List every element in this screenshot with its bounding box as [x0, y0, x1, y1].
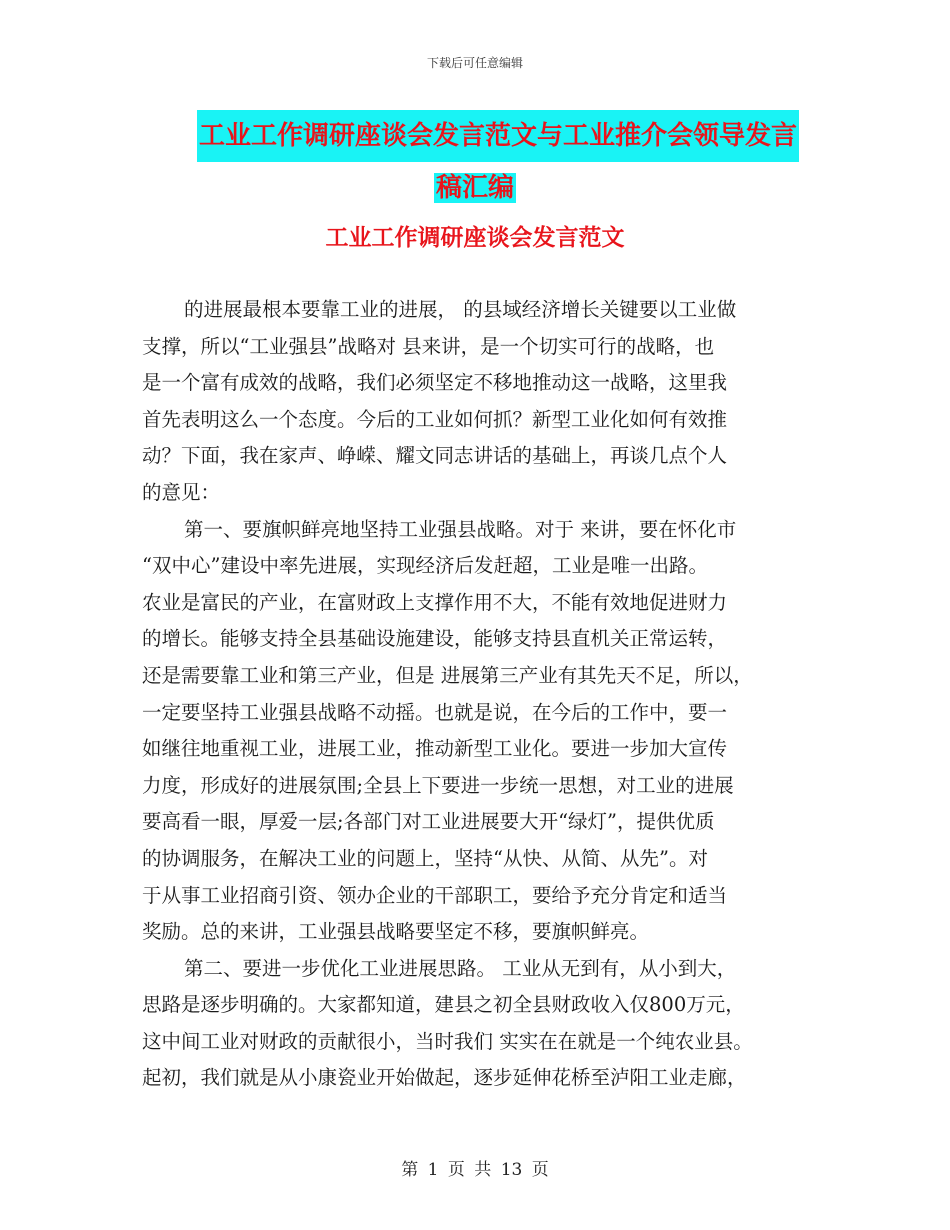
- paragraph-line: 的增长。能够支持全县基础设施建设，能够支持县直机关正常运转，: [142, 627, 728, 651]
- paragraph-line: 首先表明这么一个态度。今后的工业如何抓？新型工业化如何有效推: [142, 407, 728, 431]
- header-note: 下载后可任意编辑: [426, 56, 523, 70]
- paragraph-line: 于从事工业招商引资、领办企业的干部职工，要给予充分肯定和适当: [142, 883, 728, 907]
- paragraph-line: 如继往地重视工业，进展工业，推动新型工业化。要进一步加大宣传: [142, 737, 728, 761]
- body-text: [142, 292, 822, 1097]
- paragraph-line: 思路是逐步明确的。大家都知道，建县之初全县财政收入仅800万元，: [142, 993, 745, 1017]
- paragraph-line: 的协调服务，在解决工业的问题上，坚持“从快、从简、从先”。对: [142, 846, 708, 870]
- document-title: [0, 110, 950, 214]
- paragraph-line: 动？下面，我在家声、峥嵘、耀文同志讲话的基础上，再谈几点个人: [142, 444, 728, 468]
- paragraph-line: 这中间工业对财政的贡献很小，当时我们 实实在在就是一个纯农业县。: [142, 1029, 753, 1053]
- paragraph-line: 第二、要进一步优化工业进展思路。 工业从无到有，从小到大，: [184, 956, 737, 980]
- paragraph-line: 农业是富民的产业，在富财政上支撑作用不大，不能有效地促进财力: [142, 590, 728, 614]
- paragraph-line: 的进展最根本要靠工业的进展， 的县域经济增长关键要以工业做: [184, 298, 737, 321]
- paragraph-line: 要高看一眼，厚爱一层;各部门对工业进展要大开“绿灯”，提供优质: [142, 810, 715, 834]
- paragraph-line: 起初，我们就是从小康瓷业开始做起，逐步延伸花桥至泸阳工业走廊，: [142, 1066, 747, 1090]
- paragraph-line: 第一、要旗帜鲜亮地坚持工业强县战略。对于 来讲，要在怀化市: [184, 517, 737, 541]
- paragraph-line: 一定要坚持工业强县战略不动摇。也就是说，在今后的工作中，要一: [142, 700, 728, 724]
- paragraph-line: 支撑，所以“工业强县”战略对 县来讲，是一个切实可行的战略，也: [142, 334, 715, 358]
- paragraph-line: 的意见：: [142, 480, 221, 504]
- section-title: 工业工作调研座谈会发言范文: [325, 224, 625, 251]
- page-footer: 第 1 页 共 13 页: [401, 1160, 549, 1180]
- paragraph-line: “双中心”建设中率先进展，实现经济后发赶超，工业是唯一出路。: [142, 554, 708, 578]
- paragraph-line: 是一个富有成效的战略，我们必须坚定不移地推动这一战略，这里我: [142, 371, 728, 395]
- paragraph-line: 奖励。总的来讲，工业强县战略要坚定不移，要旗帜鲜亮。: [142, 920, 650, 944]
- document-title-line-1: 工业工作调研座谈会发言范文与工业推介会领导发言: [197, 110, 799, 162]
- paragraph-line: 还是需要靠工业和第三产业，但是 进展第三产业有其先天不足，所以，: [142, 663, 753, 687]
- paragraph-line: 力度，形成好的进展氛围;全县上下要进一步统一思想，对工业的进展: [142, 773, 734, 797]
- document-title-line-2: 稿汇编: [435, 173, 514, 203]
